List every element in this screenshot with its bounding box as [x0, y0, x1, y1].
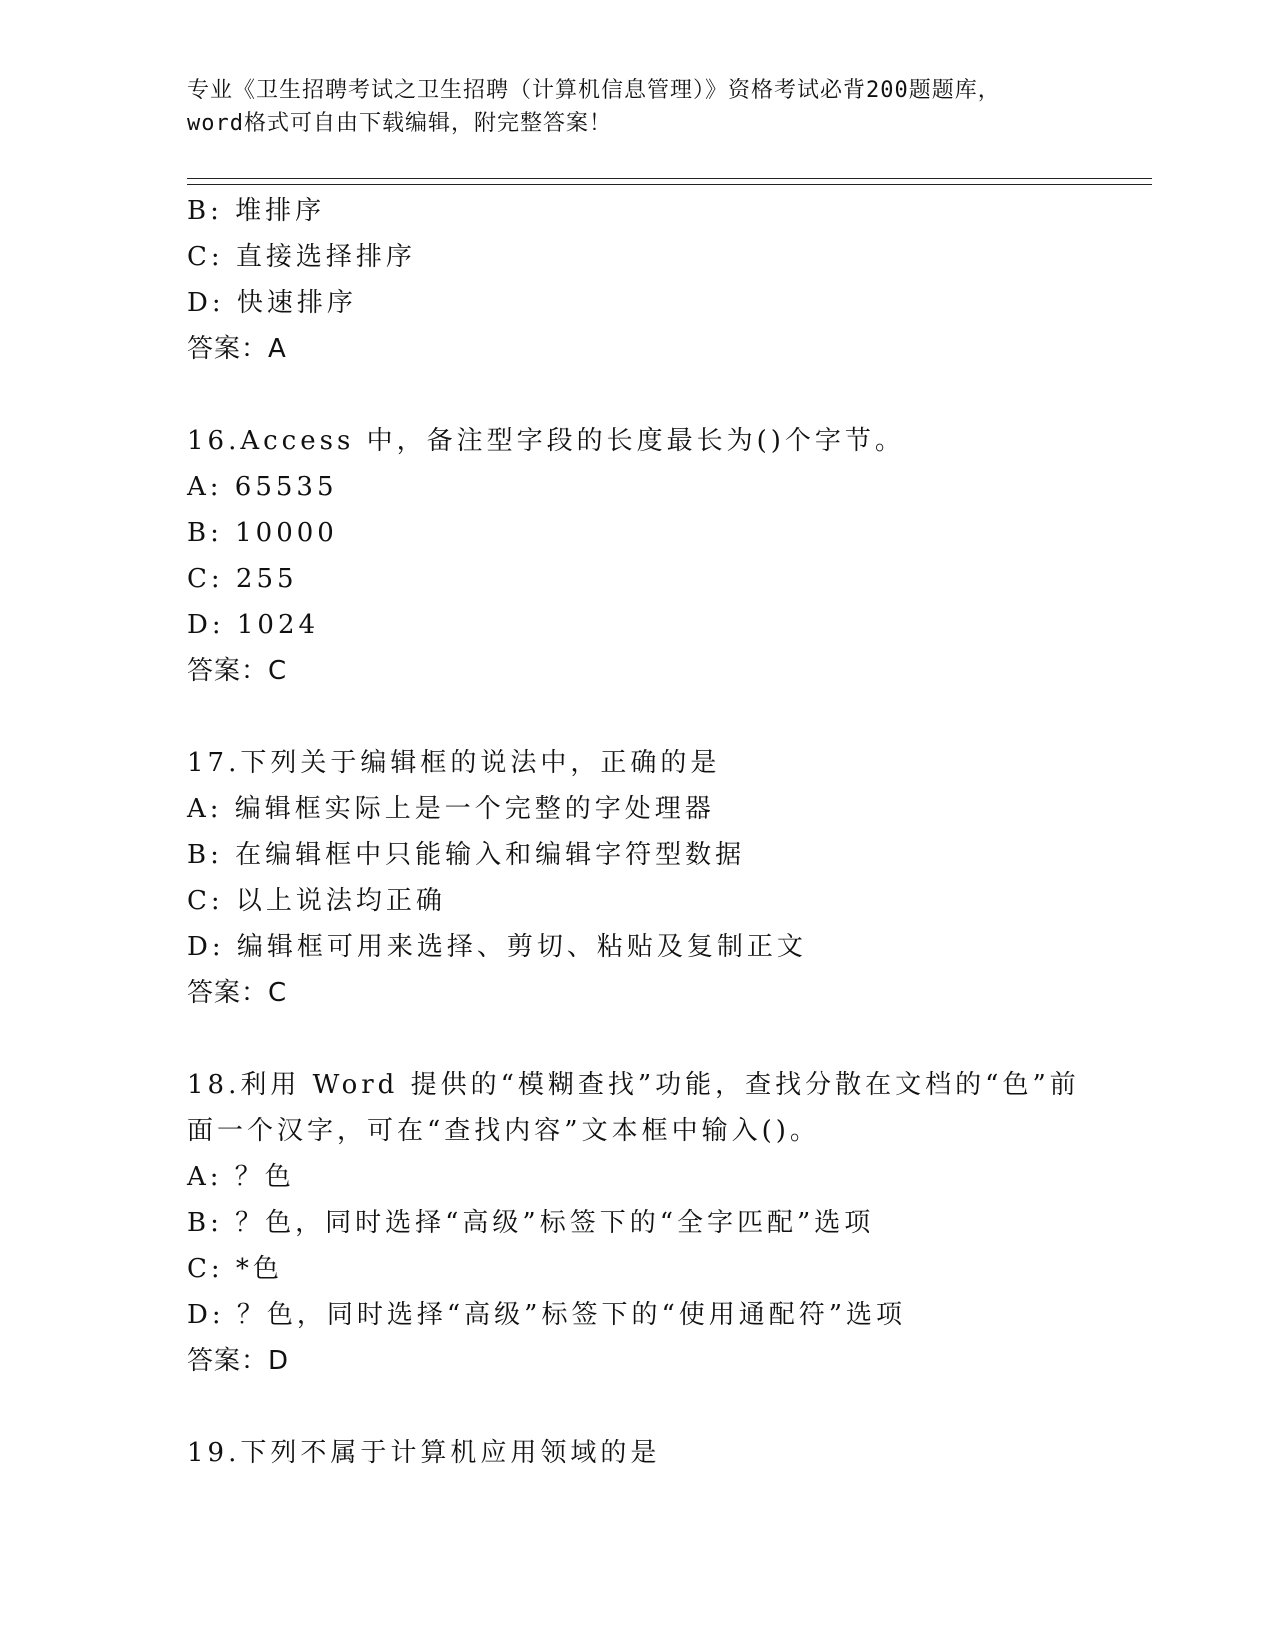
header-title-line-2: word格式可自由下载编辑，附完整答案！	[187, 111, 612, 136]
answer-label: 答案：C	[187, 978, 288, 1008]
option-d: D: 编辑框可用来选择、剪切、粘贴及复制正文	[187, 932, 807, 962]
header-divider-top	[187, 178, 1152, 179]
option-a: A: ？色	[187, 1162, 295, 1192]
question-18	[187, 1062, 1137, 1384]
question-stem: 16.Access 中，备注型字段的长度最长为()个字节。	[187, 426, 905, 456]
question-16	[187, 418, 1137, 694]
option-d: D: 1024	[187, 610, 320, 640]
spacer	[187, 1384, 1137, 1430]
option-b: B: ？色，同时选择“高级”标签下的“全字匹配”选项	[187, 1208, 875, 1238]
question-list	[187, 188, 1137, 1476]
question-stem-line-2: 面一个汉字，可在“查找内容”文本框中输入()。	[187, 1116, 820, 1146]
option-a: A: 65535	[187, 472, 338, 502]
spacer	[187, 694, 1137, 740]
option-c: C: *色	[187, 1254, 283, 1284]
answer-label: 答案：D	[187, 1346, 290, 1376]
header-divider-bottom	[187, 184, 1152, 185]
page-header	[187, 74, 1087, 140]
option-b: B: 在编辑框中只能输入和编辑字符型数据	[187, 840, 746, 870]
option-d: D: 快速排序	[187, 288, 357, 318]
option-b: B: 堆排序	[187, 196, 326, 226]
question-17	[187, 740, 1137, 1016]
question-stem: 17.下列关于编辑框的说法中，正确的是	[187, 748, 721, 778]
spacer	[187, 372, 1137, 418]
question-15-continued	[187, 188, 1137, 372]
option-c: C: 255	[187, 564, 298, 594]
answer-label: 答案：A	[187, 334, 287, 364]
spacer	[187, 1016, 1137, 1062]
question-stem: 19.下列不属于计算机应用领域的是	[187, 1438, 661, 1468]
option-b: B: 10000	[187, 518, 338, 548]
header-title-line-1: 专业《卫生招聘考试之卫生招聘（计算机信息管理）》资格考试必背200题题库，	[187, 78, 1001, 103]
option-a: A: 编辑框实际上是一个完整的字处理器	[187, 794, 715, 824]
question-stem-line-1: 18.利用 Word 提供的“模糊查找”功能，查找分散在文档的“色”前	[187, 1070, 1080, 1100]
answer-label: 答案：C	[187, 656, 288, 686]
option-c: C: 直接选择排序	[187, 242, 416, 272]
option-c: C: 以上说法均正确	[187, 886, 446, 916]
question-19	[187, 1430, 1137, 1476]
option-d: D: ？色，同时选择“高级”标签下的“使用通配符”选项	[187, 1300, 907, 1330]
